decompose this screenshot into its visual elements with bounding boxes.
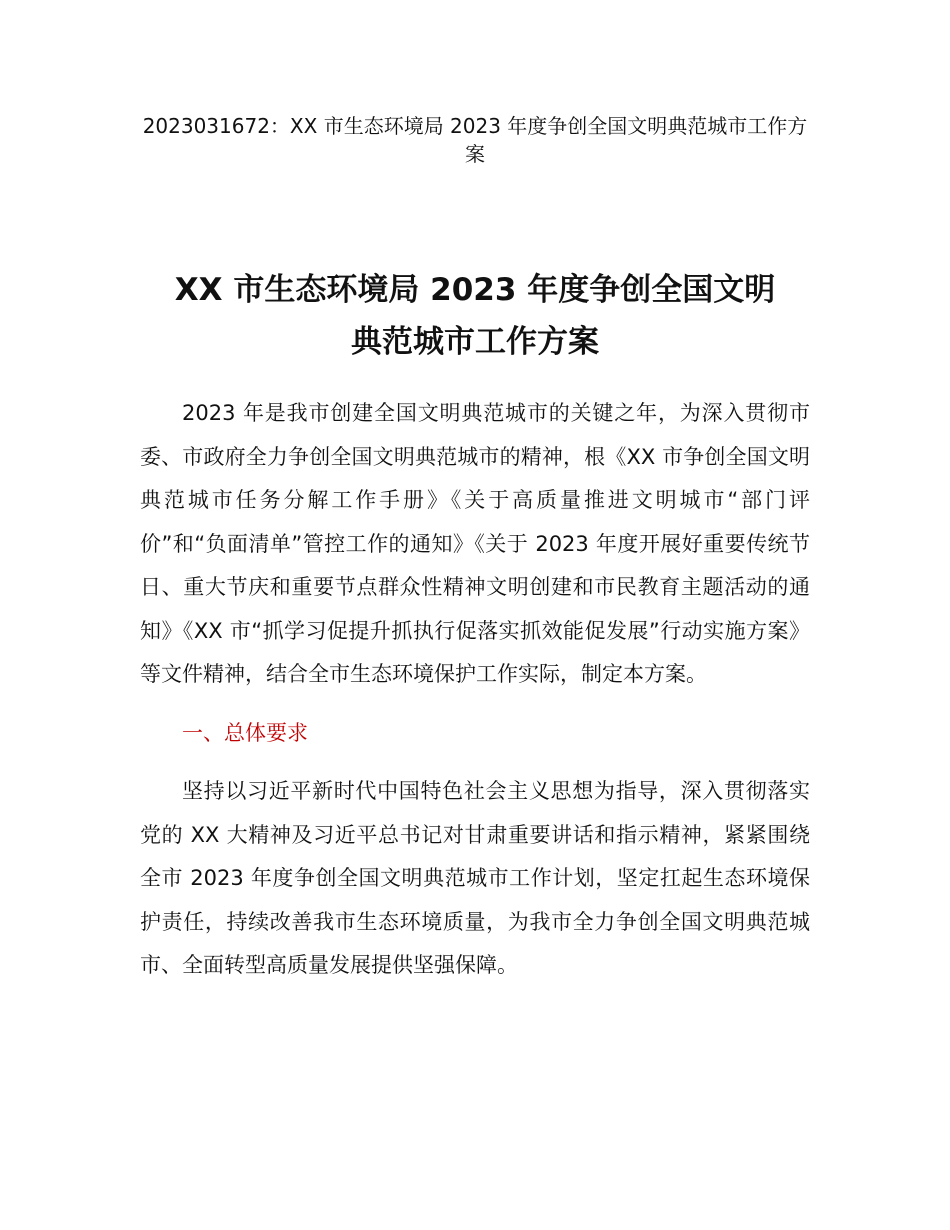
- document-title: [140, 264, 810, 368]
- section-heading-general-requirements: 一、总体要求: [182, 720, 308, 745]
- section-paragraph-general-requirements: 坚持以习近平新时代中国特色社会主义思想为指导，深入贯彻落实党的 XX 大精神及习近平总书记对甘肃重要讲话和指示精神，紧紧围绕全市 2023 年度争创全国文明典范城市工作计划，坚定扛起生态环境保护责任，持续改善我市生态环境质量，为我市全力争创全国文明典范城市、全面转型高质量发展提供坚强保障。: [140, 779, 810, 977]
- document-body: [140, 392, 810, 988]
- document-header: 2023031672：XX 市生态环境局 2023 年度争创全国文明典范城市工作方案: [142, 114, 808, 166]
- title-line-1: XX 市生态环境局 2023 年度争创全国文明: [174, 272, 776, 308]
- intro-paragraph: 2023 年是我市创建全国文明典范城市的关键之年，为深入贯彻市委、市政府全力争创全国文明典范城市的精神，根《XX 市争创全国文明典范城市任务分解工作手册》《关于高质量推进文明城市“部门评价”和“负面清单”管控工作的通知》《关于 2023 年度开展好重要传统节日、重大节庆和重要节点群众性精神文明创建和市民教育主题活动的通知》《XX 市“抓学习促提升抓执行促落实抓效能促发展”行动实施方案》等文件精神，结合全市生态环境保护工作实际，制定本方案。: [140, 401, 810, 686]
- title-line-2: 典范城市工作方案: [351, 324, 599, 360]
